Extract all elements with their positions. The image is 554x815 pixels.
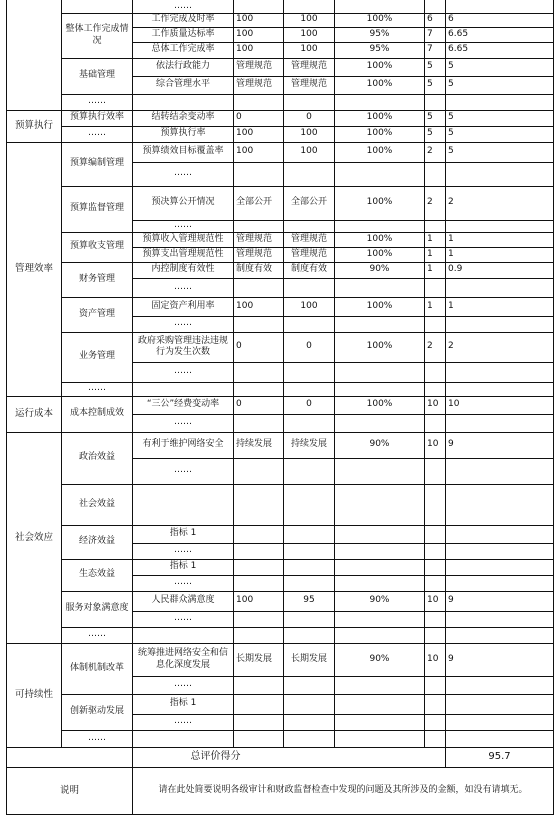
level3-cell: 结转结余变动率 <box>151 112 215 123</box>
target-cell <box>234 162 283 186</box>
rate-cell: 90% <box>369 439 390 450</box>
target-cell <box>234 0 283 13</box>
score-cell: 5 <box>448 128 454 139</box>
score-cell: 6.65 <box>448 44 469 55</box>
level1-indicator: 可持续性 <box>14 689 53 701</box>
weight-cell <box>425 0 445 13</box>
level2-indicator: 社会效益 <box>78 498 115 509</box>
weight-cell: 1 <box>427 300 433 311</box>
actual-cell <box>284 0 334 13</box>
target-cell <box>234 414 283 432</box>
level2-indicator: 资产管理 <box>78 308 115 319</box>
level2-indicator: 政治效益 <box>78 452 115 463</box>
actual-cell: 100 <box>300 14 318 25</box>
level2-indicator <box>62 0 132 13</box>
rate-cell <box>335 714 424 730</box>
weight-cell: 10 <box>427 399 439 410</box>
level3-cell: 指标 1 <box>169 698 197 709</box>
rate-cell: 100% <box>366 197 393 208</box>
weight-cell <box>425 414 445 432</box>
score-cell <box>446 543 554 559</box>
rate-cell <box>335 278 424 297</box>
target-cell: 制度有效 <box>236 264 273 275</box>
level3-cell <box>133 730 233 747</box>
weight-cell <box>425 382 445 396</box>
target-cell <box>234 730 283 747</box>
weight-cell <box>425 162 445 186</box>
score-cell <box>446 0 554 13</box>
weight-cell <box>425 458 445 484</box>
total-score-label: 总评价得分 <box>190 750 241 762</box>
actual-cell <box>284 525 334 543</box>
score-cell <box>446 694 554 714</box>
actual-cell: 持续发展 <box>290 439 327 450</box>
actual-cell: 长期发展 <box>290 653 327 664</box>
level3-cell: 预算执行率 <box>160 128 206 139</box>
score-cell: 6 <box>448 14 454 25</box>
level3-cell: …… <box>174 679 192 690</box>
target-cell: 管理规范 <box>236 248 273 259</box>
actual-cell <box>284 382 334 396</box>
actual-cell <box>284 316 334 332</box>
score-cell <box>446 316 554 332</box>
level3-cell: 政府采购管理违法违规行为发生次数 <box>137 335 228 357</box>
level3-cell: 工作完成及时率 <box>151 14 215 25</box>
score-cell <box>446 484 554 525</box>
score-cell <box>446 362 554 382</box>
actual-cell: 95 <box>303 595 315 606</box>
score-cell: 5 <box>448 112 454 123</box>
weight-cell <box>425 694 445 714</box>
level2-indicator: …… <box>88 732 106 743</box>
actual-cell: 100 <box>300 44 318 55</box>
actual-cell <box>284 627 334 643</box>
target-cell <box>234 575 283 591</box>
weight-cell: 2 <box>427 146 433 157</box>
actual-cell: 管理规范 <box>290 248 327 259</box>
score-cell: 9 <box>448 439 454 450</box>
level2-indicator: 整体工作完成情况 <box>65 24 129 46</box>
level2-indicator: 预算收支管理 <box>69 241 124 252</box>
weight-cell <box>425 543 445 559</box>
target-cell: 全部公开 <box>236 197 273 208</box>
target-cell <box>234 627 283 643</box>
weight-cell <box>425 730 445 747</box>
score-cell <box>446 414 554 432</box>
target-cell <box>234 458 283 484</box>
target-cell <box>234 484 283 525</box>
weight-cell <box>425 676 445 694</box>
target-cell <box>234 316 283 332</box>
actual-cell: 管理规范 <box>290 61 327 72</box>
weight-cell: 1 <box>427 233 433 244</box>
target-cell: 100 <box>236 44 254 55</box>
rate-cell <box>335 543 424 559</box>
level2-indicator: 预算执行效率 <box>69 112 124 123</box>
actual-cell <box>284 575 334 591</box>
rate-cell <box>335 162 424 186</box>
level3-cell: 预算绩效目标覆盖率 <box>142 146 224 157</box>
rate-cell <box>335 627 424 643</box>
level2-indicator: 经济效益 <box>78 536 115 547</box>
level3-cell: …… <box>174 417 192 428</box>
score-cell: 5 <box>448 146 454 157</box>
rate-cell <box>335 559 424 575</box>
weight-cell: 10 <box>427 595 439 606</box>
rate-cell: 100% <box>366 112 393 123</box>
level3-cell: 统筹推进网络安全和信息化深度发展 <box>137 648 228 670</box>
target-cell <box>234 559 283 575</box>
target-cell <box>234 611 283 627</box>
rate-cell <box>335 94 424 110</box>
score-cell: 5 <box>448 79 454 90</box>
rate-cell <box>335 362 424 382</box>
actual-cell: 制度有效 <box>290 264 327 275</box>
score-cell <box>446 575 554 591</box>
weight-cell: 7 <box>427 28 433 39</box>
level3-cell: 固定资产利用率 <box>151 300 215 311</box>
actual-cell: 管理规范 <box>290 233 327 244</box>
rate-cell: 100% <box>366 248 393 259</box>
target-cell <box>234 714 283 730</box>
actual-cell: 0 <box>306 341 312 352</box>
level3-cell: …… <box>174 0 192 11</box>
score-cell <box>446 525 554 543</box>
level2-indicator: 成本控制成效 <box>69 408 124 419</box>
score-cell <box>446 458 554 484</box>
rate-cell: 100% <box>366 79 393 90</box>
level3-cell: …… <box>174 366 192 377</box>
target-cell <box>234 94 283 110</box>
level1-indicator: 运行成本 <box>14 408 53 420</box>
level2-indicator: 创新驱动发展 <box>69 706 124 717</box>
rate-cell <box>335 316 424 332</box>
target-cell <box>234 362 283 382</box>
rate-cell <box>335 694 424 714</box>
target-cell: 100 <box>236 14 254 25</box>
score-cell <box>446 676 554 694</box>
score-cell <box>446 162 554 186</box>
rate-cell <box>335 730 424 747</box>
weight-cell: 10 <box>427 439 439 450</box>
target-cell <box>234 525 283 543</box>
target-cell <box>234 278 283 297</box>
weight-cell <box>425 94 445 110</box>
weight-cell <box>425 316 445 332</box>
score-cell <box>446 559 554 575</box>
level3-cell <box>133 627 233 643</box>
actual-cell <box>284 543 334 559</box>
level3-cell: 指标 1 <box>169 528 197 539</box>
rate-cell: 95% <box>369 28 390 39</box>
level3-cell: …… <box>174 318 192 329</box>
target-cell <box>234 382 283 396</box>
rate-cell: 90% <box>369 264 390 275</box>
weight-cell <box>425 220 445 232</box>
actual-cell <box>284 676 334 694</box>
weight-cell: 10 <box>427 653 439 664</box>
actual-cell: 0 <box>306 112 312 123</box>
actual-cell <box>284 694 334 714</box>
score-cell: 6.65 <box>448 28 469 39</box>
target-cell: 100 <box>236 146 254 157</box>
level1-indicator: 社会效应 <box>14 531 53 543</box>
level3-cell: 总体工作完成率 <box>151 44 215 55</box>
target-cell: 0 <box>236 112 242 123</box>
weight-cell: 5 <box>427 61 433 72</box>
level2-indicator: …… <box>88 383 106 394</box>
target-cell: 管理规范 <box>236 61 273 72</box>
weight-cell <box>425 525 445 543</box>
actual-cell <box>284 559 334 575</box>
note-label: 说明 <box>59 785 79 797</box>
score-cell <box>446 278 554 297</box>
weight-cell <box>425 559 445 575</box>
score-cell: 1 <box>448 248 454 259</box>
level3-cell <box>133 94 233 110</box>
level3-cell: 人民群众满意度 <box>151 595 215 606</box>
level3-cell: 综合管理水平 <box>155 79 210 90</box>
actual-cell <box>284 94 334 110</box>
rate-cell: 100% <box>366 399 393 410</box>
rate-cell <box>335 676 424 694</box>
target-cell: 管理规范 <box>236 79 273 90</box>
rate-cell: 100% <box>366 341 393 352</box>
score-cell: 0.9 <box>448 264 463 275</box>
score-cell: 1 <box>448 233 454 244</box>
weight-cell: 5 <box>427 79 433 90</box>
target-cell <box>234 676 283 694</box>
score-cell: 9 <box>448 653 454 664</box>
rate-cell <box>335 382 424 396</box>
level2-indicator: 业务管理 <box>78 351 115 362</box>
level3-cell: 预算收入管理规范性 <box>142 233 224 244</box>
weight-cell <box>425 484 445 525</box>
rate-cell: 100% <box>366 128 393 139</box>
level2-indicator: 预算编制管理 <box>69 158 124 169</box>
weight-cell: 5 <box>427 128 433 139</box>
actual-cell: 管理规范 <box>290 79 327 90</box>
level2-indicator: …… <box>88 128 106 139</box>
level3-cell: 预算支出管理规范性 <box>142 248 224 259</box>
rate-cell <box>335 458 424 484</box>
rate-cell <box>335 220 424 232</box>
weight-cell: 2 <box>427 197 433 208</box>
score-cell <box>446 611 554 627</box>
actual-cell: 100 <box>300 128 318 139</box>
score-cell <box>446 220 554 232</box>
weight-cell <box>425 714 445 730</box>
weight-cell: 1 <box>427 248 433 259</box>
actual-cell: 全部公开 <box>290 197 327 208</box>
rate-cell: 100% <box>366 61 393 72</box>
actual-cell <box>284 414 334 432</box>
level3-cell: “三公”经费变动率 <box>146 399 220 410</box>
actual-cell <box>284 162 334 186</box>
target-cell <box>234 694 283 714</box>
level2-indicator: 基础管理 <box>78 70 115 81</box>
weight-cell <box>425 362 445 382</box>
weight-cell <box>425 627 445 643</box>
level3-cell: …… <box>174 545 192 556</box>
rate-cell: 100% <box>366 300 393 311</box>
rate-cell: 95% <box>369 44 390 55</box>
rate-cell <box>335 611 424 627</box>
weight-cell <box>425 575 445 591</box>
level3-cell: 指标 1 <box>169 561 197 572</box>
target-cell <box>234 220 283 232</box>
actual-cell <box>284 458 334 484</box>
target-cell: 管理规范 <box>236 233 273 244</box>
score-cell <box>446 730 554 747</box>
target-cell: 100 <box>236 128 254 139</box>
level3-cell: …… <box>174 281 192 292</box>
weight-cell: 6 <box>427 14 433 25</box>
target-cell: 持续发展 <box>236 439 273 450</box>
rate-cell <box>335 0 424 13</box>
actual-cell <box>284 220 334 232</box>
level3-cell: 预决算公开情况 <box>151 197 215 208</box>
actual-cell <box>284 278 334 297</box>
level2-indicator: 体制机制改革 <box>69 662 124 673</box>
score-cell <box>446 714 554 730</box>
target-cell: 0 <box>236 399 242 410</box>
level1-indicator: 预算执行 <box>14 120 53 132</box>
weight-cell <box>425 611 445 627</box>
level3-cell <box>133 382 233 396</box>
weight-cell: 7 <box>427 44 433 55</box>
weight-cell: 2 <box>427 341 433 352</box>
rate-cell: 100% <box>366 233 393 244</box>
weight-cell <box>425 278 445 297</box>
score-cell: 10 <box>448 399 460 410</box>
score-cell: 2 <box>448 197 454 208</box>
score-cell <box>446 382 554 396</box>
level3-cell: …… <box>174 613 192 624</box>
level2-indicator: …… <box>88 96 106 107</box>
level3-cell: …… <box>174 465 192 476</box>
score-cell: 5 <box>448 61 454 72</box>
rate-cell: 100% <box>366 14 393 25</box>
actual-cell <box>284 362 334 382</box>
score-cell: 2 <box>448 341 454 352</box>
level2-indicator: …… <box>88 629 106 640</box>
target-cell: 100 <box>236 300 254 311</box>
actual-cell: 0 <box>306 399 312 410</box>
level2-indicator: 预算监督管理 <box>69 203 124 214</box>
level3-cell: 工作质量达标率 <box>151 28 215 39</box>
weight-cell: 1 <box>427 264 433 275</box>
actual-cell <box>284 611 334 627</box>
level3-cell: 有利于维护网络安全 <box>142 439 224 450</box>
rate-cell <box>335 575 424 591</box>
target-cell: 0 <box>236 341 242 352</box>
level1-indicator: 管理效率 <box>14 263 53 275</box>
level3-cell <box>133 484 233 525</box>
level3-cell: 依法行政能力 <box>155 61 210 72</box>
level2-indicator: 财务管理 <box>78 273 115 284</box>
actual-cell: 100 <box>300 300 318 311</box>
target-cell: 100 <box>236 28 254 39</box>
score-cell <box>446 94 554 110</box>
score-cell: 9 <box>448 595 454 606</box>
rate-cell: 90% <box>369 595 390 606</box>
actual-cell <box>284 730 334 747</box>
actual-cell <box>284 484 334 525</box>
target-cell: 长期发展 <box>236 653 273 664</box>
level3-cell: …… <box>174 716 192 727</box>
score-cell <box>446 627 554 643</box>
total-score-value: 95.7 <box>488 750 511 762</box>
level2-indicator: 生态效益 <box>78 569 115 580</box>
note-text: 请在此处简要说明各级审计和财政监督检查中发现的问题及其所涉及的金额，如没有请填无。 <box>158 785 528 796</box>
level1-indicator <box>7 0 61 110</box>
target-cell <box>234 543 283 559</box>
rate-cell <box>335 484 424 525</box>
level3-cell: …… <box>174 220 192 231</box>
actual-cell: 100 <box>300 146 318 157</box>
actual-cell <box>284 714 334 730</box>
level3-cell: …… <box>174 168 192 179</box>
weight-cell: 5 <box>427 112 433 123</box>
actual-cell: 100 <box>300 28 318 39</box>
score-cell: 1 <box>448 300 454 311</box>
target-cell: 100 <box>236 595 254 606</box>
level2-indicator: 服务对象满意度 <box>65 603 129 614</box>
rate-cell <box>335 525 424 543</box>
level3-cell: …… <box>174 577 192 588</box>
rate-cell <box>335 414 424 432</box>
level3-cell: 内控制度有效性 <box>151 264 215 275</box>
rate-cell: 100% <box>366 146 393 157</box>
rate-cell: 90% <box>369 653 390 664</box>
